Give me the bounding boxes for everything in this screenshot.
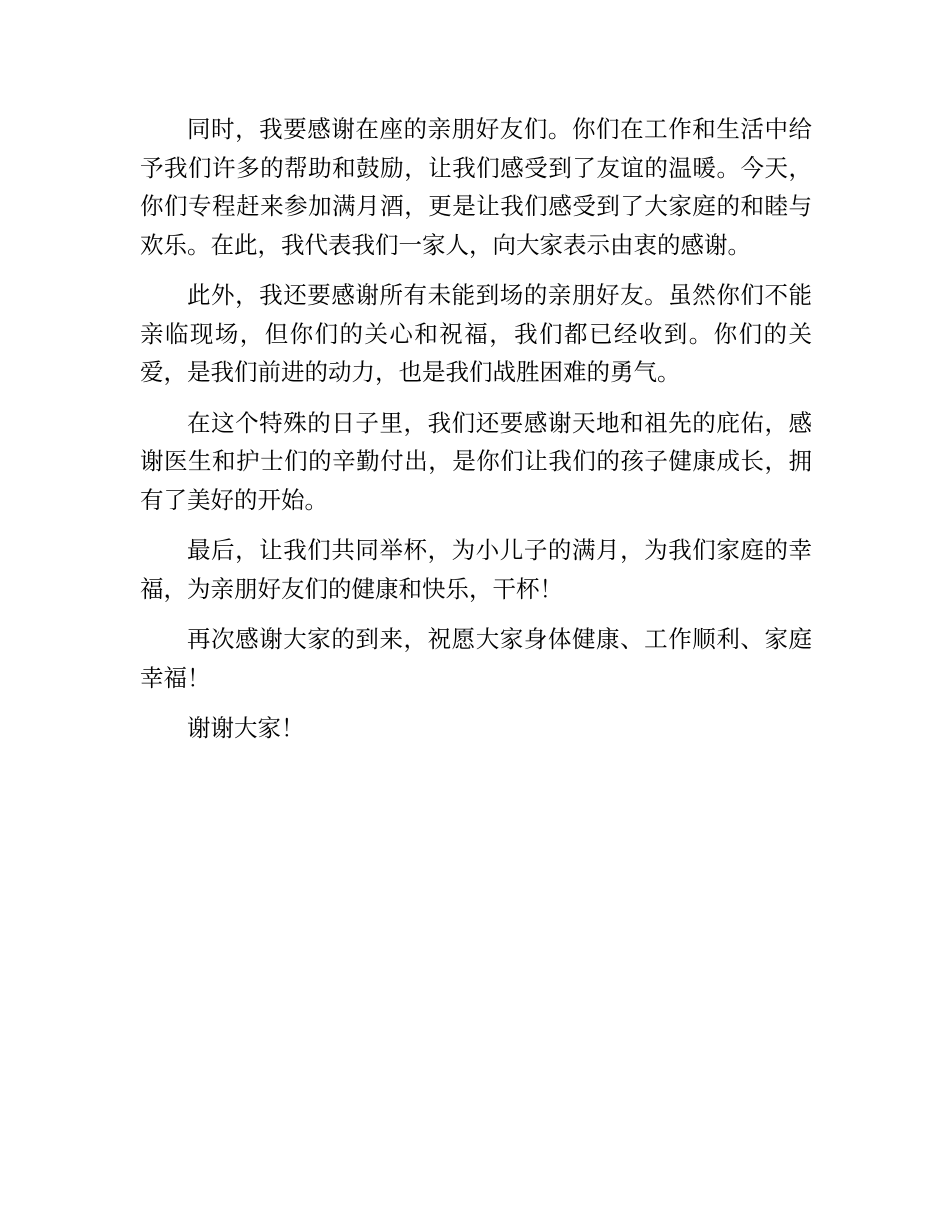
document-page [140,110,812,760]
paragraph-wishes: 再次感谢大家的到来，祝愿大家身体健康、工作顺利、家庭幸福！ [140,625,812,692]
paragraph-thanks-absent: 此外，我还要感谢所有未能到场的亲朋好友。虽然你们不能亲临现场，但你们的关心和祝福，我们都已经收到。你们的关爱，是我们前进的动力，也是我们战胜困难的勇气。 [140,281,812,386]
paragraph-thanks-blessings: 在这个特殊的日子里，我们还要感谢天地和祖先的庇佑，感谢医生和护士们的辛勤付出，是你们让我们的孩子健康成长，拥有了美好的开始。 [140,408,812,514]
paragraph-thanks-guests: 同时，我要感谢在座的亲朋好友们。你们在工作和生活中给予我们许多的帮助和鼓励，让我们感受到了友谊的温暖。今天，你们专程赶来参加满月酒，更是让我们感受到了大家庭的和睦与欢乐。在此，我代表我们一家人，向大家表示由衷的感谢。 [140,115,812,259]
paragraph-toast: 最后，让我们共同举杯，为小儿子的满月，为我们家庭的幸福，为亲朋好友们的健康和快乐，干杯！ [140,536,812,603]
paragraph-closing: 谢谢大家！ [187,714,305,742]
